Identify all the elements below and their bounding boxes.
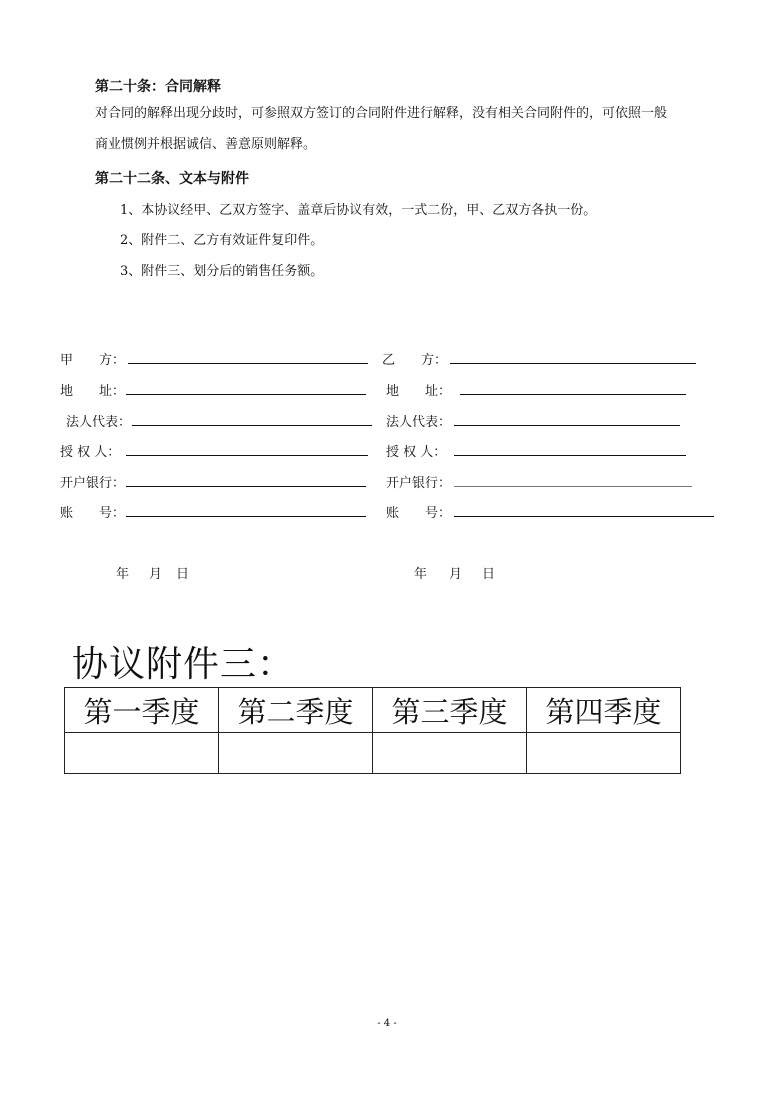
party-a-address-label: 地 址： [60, 384, 126, 399]
page-number: - 4 - [377, 1018, 397, 1029]
party-a-date [116, 563, 189, 582]
party-b-name-label: 乙 方： [382, 353, 448, 368]
party-a-bank-row [60, 472, 370, 492]
party-b-authorized-line[interactable] [454, 455, 686, 456]
party-a-authorized-line[interactable] [126, 455, 368, 456]
party-b-authorized-label: 授 权 人： [386, 445, 447, 460]
party-a-name-label: 甲 方： [60, 353, 126, 368]
party-a-address-row [60, 380, 370, 400]
party-a-account-row [60, 502, 370, 522]
party-a-address-line[interactable] [126, 394, 366, 395]
party-b-account-label: 账 号： [386, 506, 452, 521]
party-b-address-label: 地 址： [386, 384, 452, 399]
quarter-2-header: 第二季度 [219, 688, 373, 733]
article-22-item-2: 2、附件二、乙方有效证件复印件。 [120, 233, 324, 248]
party-b-address-line[interactable] [460, 394, 686, 395]
quarter-3-header: 第三季度 [373, 688, 527, 733]
quarter-3-value[interactable] [373, 733, 527, 774]
party-a-legal-rep-row [66, 411, 376, 431]
article-20-title: 第二十条：合同解释 [95, 79, 221, 95]
party-b-address-row [386, 380, 696, 400]
party-a-bank-label: 开户银行： [60, 476, 126, 491]
quarter-4-value[interactable] [527, 733, 681, 774]
party-b-legal-rep-row [386, 411, 696, 431]
article-20-body-line-2: 商业惯例并根据诚信、善意原则解释。 [95, 137, 317, 152]
party-b-legal-rep-label: 法人代表： [386, 415, 452, 430]
article-22-item-3: 3、附件三、划分后的销售任务额。 [120, 264, 324, 279]
party-a-legal-rep-label: 法人代表： [66, 415, 132, 430]
party-a-date-month: 月 [149, 567, 163, 582]
article-22-item-1: 1、本协议经甲、乙双方签字、盖章后协议有效，一式二份，甲、乙双方各执一份。 [120, 203, 597, 218]
party-b-date-month: 月 [449, 567, 463, 582]
party-b-bank-line[interactable] [454, 486, 692, 487]
party-b-bank-label: 开户银行： [386, 476, 452, 491]
annex-3-quarter-table [64, 687, 681, 774]
party-b-account-line[interactable] [454, 516, 714, 517]
party-a-name-row [60, 349, 370, 369]
quarter-value-row [65, 733, 681, 774]
quarter-1-value[interactable] [65, 733, 219, 774]
party-b-date-day: 日 [482, 567, 496, 582]
party-b-name-row [382, 349, 702, 369]
party-a-authorized-row [60, 441, 370, 461]
party-b-account-row [386, 502, 716, 522]
party-a-name-line[interactable] [128, 363, 368, 364]
party-b-authorized-row [386, 441, 696, 461]
party-a-authorized-label: 授 权 人： [60, 445, 121, 460]
quarter-header-row [65, 688, 681, 733]
quarter-4-header: 第四季度 [527, 688, 681, 733]
party-b-name-line[interactable] [450, 363, 696, 364]
party-b-legal-rep-line[interactable] [454, 425, 680, 426]
quarter-1-header: 第一季度 [65, 688, 219, 733]
party-b-date [414, 563, 495, 582]
party-b-date-year: 年 [414, 567, 428, 582]
party-a-date-day: 日 [176, 567, 190, 582]
party-a-date-year: 年 [116, 567, 130, 582]
party-a-account-line[interactable] [126, 516, 366, 517]
party-a-bank-line[interactable] [126, 486, 366, 487]
party-b-bank-row [386, 472, 706, 492]
party-a-legal-rep-line[interactable] [132, 425, 372, 426]
quarter-2-value[interactable] [219, 733, 373, 774]
article-20-body-line-1: 对合同的解释出现分歧时，可参照双方签订的合同附件进行解释，没有相关合同附件的，可依照一般 [95, 106, 668, 121]
article-22-title: 第二十二条、文本与附件 [95, 171, 249, 187]
party-a-account-label: 账 号： [60, 506, 126, 521]
annex-3-title: 协议附件三： [72, 644, 295, 685]
